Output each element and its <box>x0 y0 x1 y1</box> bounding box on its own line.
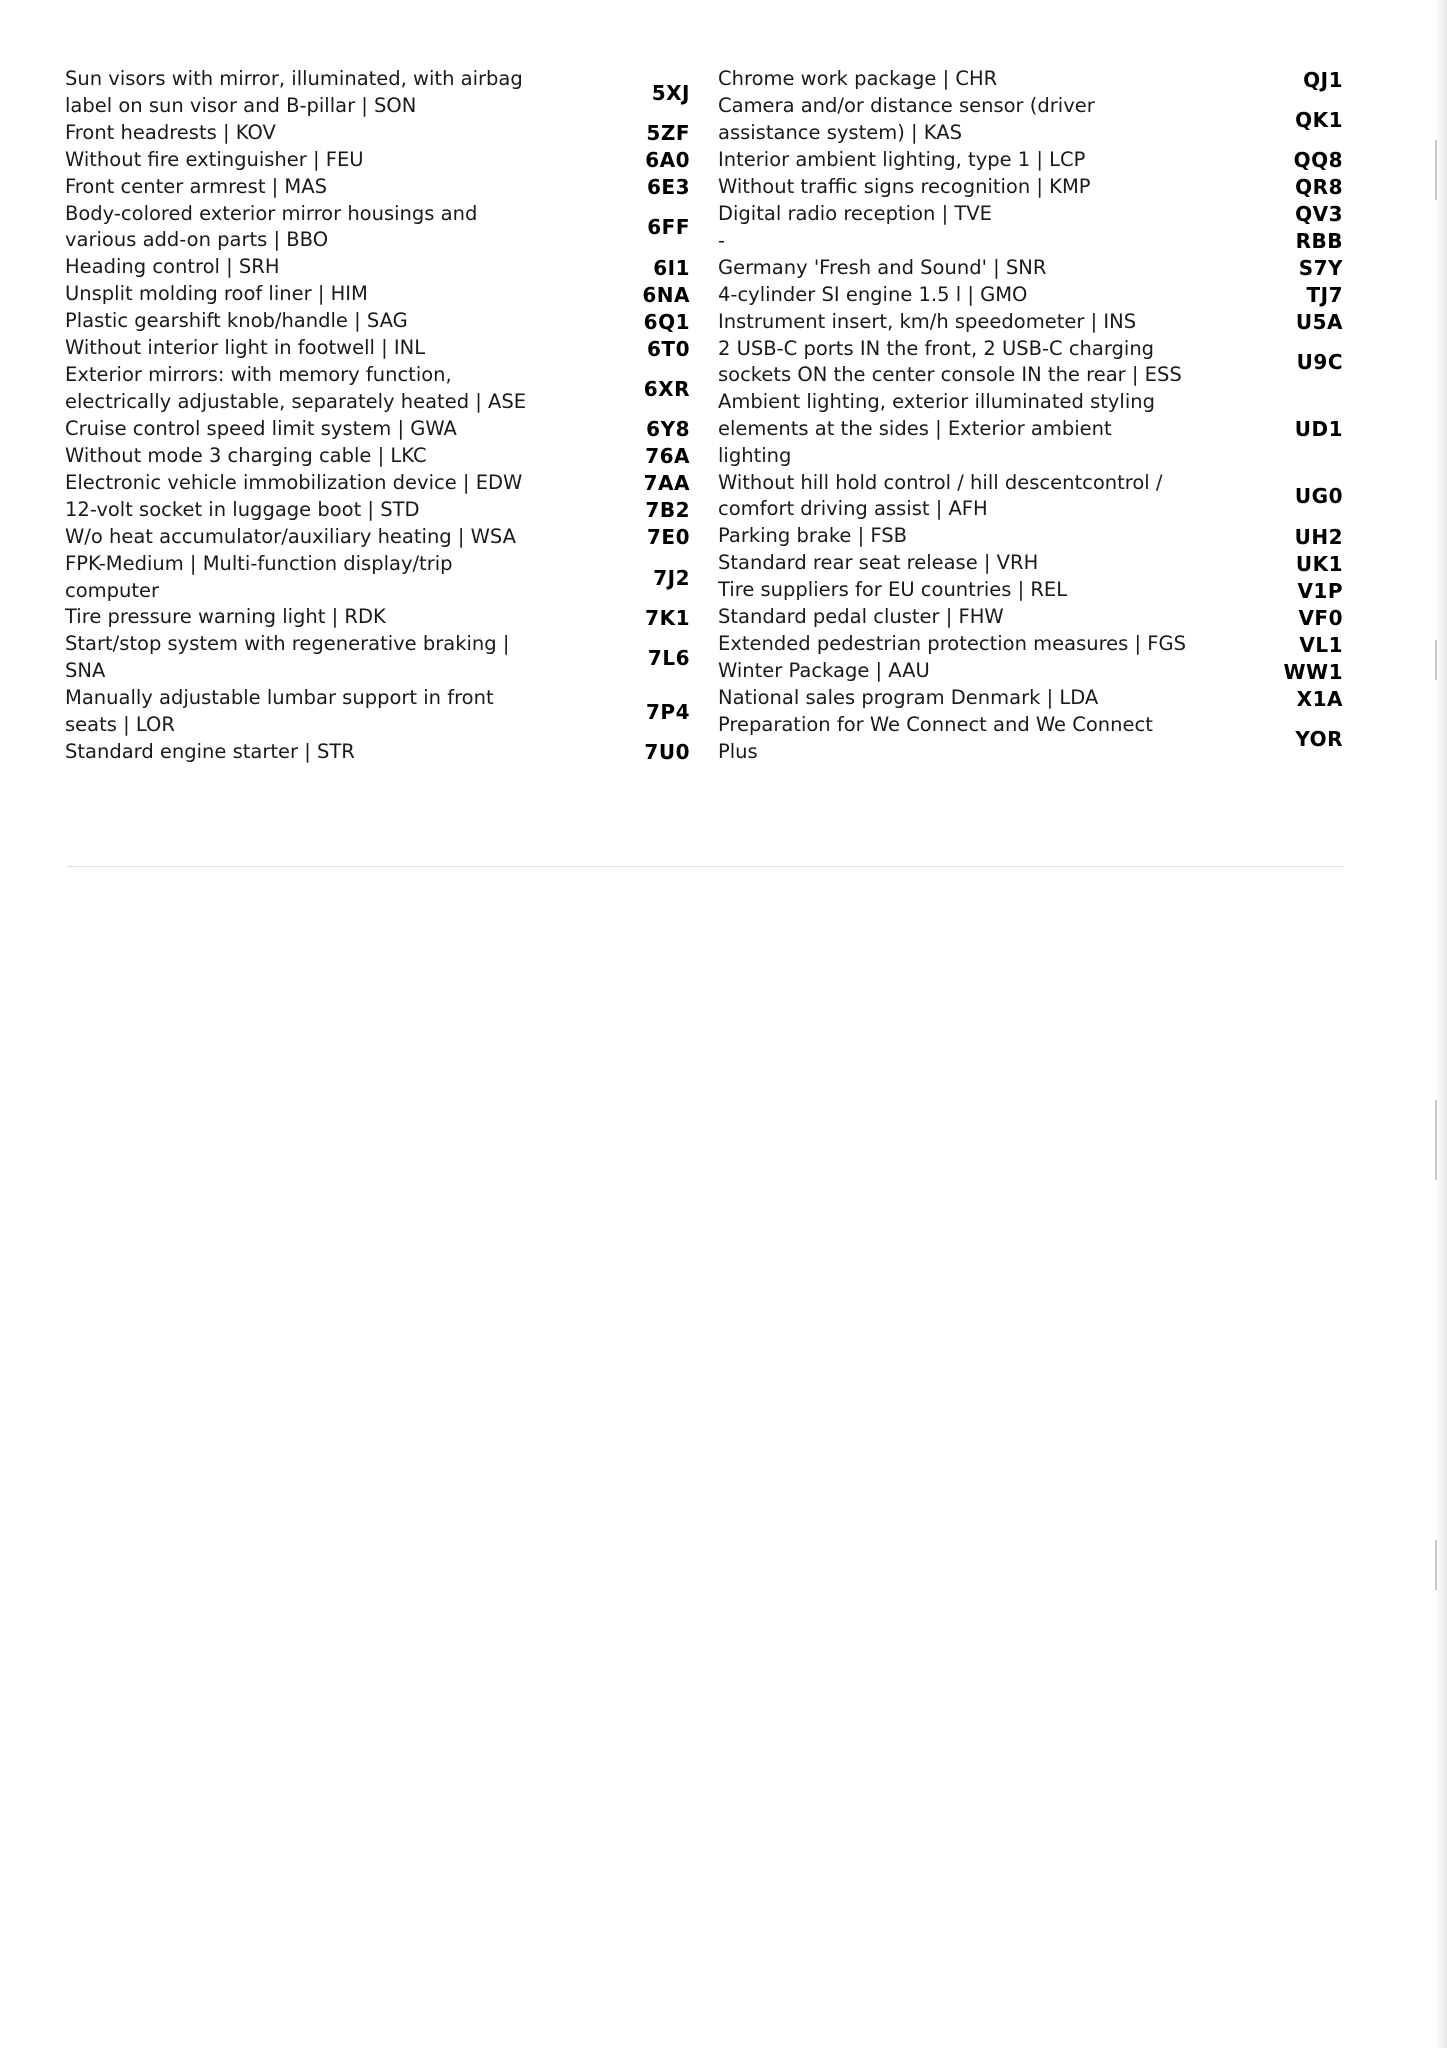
equipment-code: 6A0 <box>645 148 690 173</box>
equipment-code: 6T0 <box>647 336 690 361</box>
list-item <box>718 228 1343 255</box>
list-item <box>65 174 690 201</box>
equipment-code: 6FF <box>647 215 690 240</box>
equipment-description: Standard engine starter | STR <box>65 739 355 763</box>
equipment-description: Without interior light in footwell | INL <box>65 336 426 360</box>
equipment-description: 12-volt socket in luggage boot | STD <box>65 497 420 521</box>
equipment-description: Manually adjustable lumbar support in front seats | LOR <box>65 685 494 736</box>
list-item <box>718 93 1343 147</box>
equipment-code: UD1 <box>1294 417 1343 442</box>
equipment-code: 6Q1 <box>643 309 690 334</box>
list-item <box>65 147 690 174</box>
list-item <box>718 255 1343 282</box>
equipment-description: Germany 'Fresh and Sound' | SNR <box>718 255 1047 279</box>
list-item <box>65 308 690 335</box>
equipment-description: National sales program Denmark | LDA <box>718 686 1099 710</box>
equipment-code: 7E0 <box>647 525 690 550</box>
list-item <box>718 685 1343 712</box>
equipment-description: Front center armrest | MAS <box>65 174 327 198</box>
equipment-description: Start/stop system with regenerative braking | SNA <box>65 632 510 683</box>
list-item <box>718 631 1343 658</box>
equipment-description: Exterior mirrors: with memory function, electrically adjustable, separately heated | ASE <box>65 363 527 413</box>
equipment-description: Without mode 3 charging cable | LKC <box>65 443 427 467</box>
equipment-code: S7Y <box>1298 256 1343 281</box>
scan-edge-mark <box>1435 1540 1437 1590</box>
scan-edge <box>1435 0 1447 2048</box>
equipment-description: Instrument insert, km/h speedometer | INS <box>718 309 1137 333</box>
equipment-description: Tire pressure warning light | RDK <box>65 605 386 629</box>
equipment-description: Electronic vehicle immobilization device | EDW <box>65 470 523 494</box>
equipment-code: UG0 <box>1294 484 1343 509</box>
list-item <box>65 470 690 497</box>
list-item <box>65 685 690 739</box>
list-item <box>718 470 1343 524</box>
equipment-code: V1P <box>1297 578 1343 603</box>
equipment-code: X1A <box>1296 686 1343 711</box>
equipment-description: Standard rear seat release | VRH <box>718 551 1039 575</box>
equipment-code: RBB <box>1295 229 1343 254</box>
equipment-code: QK1 <box>1295 107 1343 132</box>
list-item <box>65 335 690 362</box>
list-item <box>718 523 1343 550</box>
equipment-description: Sun visors with mirror, illuminated, with airbag label on sun visor and B-pillar | SON <box>65 67 523 117</box>
equipment-code: QQ8 <box>1293 148 1343 173</box>
equipment-code: 7B2 <box>645 498 690 523</box>
equipment-code: 5ZF <box>646 121 690 146</box>
equipment-description: Extended pedestrian protection measures | FGS <box>718 632 1186 656</box>
scan-edge-mark <box>1435 140 1437 200</box>
equipment-code: 7L6 <box>647 646 690 671</box>
list-item <box>718 282 1343 309</box>
equipment-code: U5A <box>1295 310 1343 335</box>
equipment-description: Without fire extinguisher | FEU <box>65 147 364 171</box>
list-item <box>718 712 1343 766</box>
equipment-code: 7K1 <box>645 605 690 630</box>
equipment-description: Preparation for We Connect and We Connect Plus <box>718 713 1153 763</box>
list-item <box>65 443 690 470</box>
equipment-code: QJ1 <box>1303 67 1343 92</box>
equipment-description: Plastic gearshift knob/handle | SAG <box>65 309 408 333</box>
list-item <box>65 497 690 524</box>
equipment-description: Unsplit molding roof liner | HIM <box>65 282 368 306</box>
list-item <box>718 604 1343 631</box>
equipment-description: Chrome work package | CHR <box>718 67 998 91</box>
scan-edge-mark <box>1435 1100 1437 1180</box>
equipment-code: VF0 <box>1298 605 1343 630</box>
equipment-description: Interior ambient lighting, type 1 | LCP <box>718 147 1086 171</box>
equipment-description: 4-cylinder SI engine 1.5 l | GMO <box>718 282 1028 306</box>
equipment-code: QR8 <box>1295 175 1343 200</box>
list-item <box>718 577 1343 604</box>
equipment-code: TJ7 <box>1306 283 1343 308</box>
list-item <box>718 66 1343 93</box>
equipment-description: Tire suppliers for EU countries | REL <box>718 578 1068 602</box>
equipment-code: 76A <box>645 444 690 469</box>
equipment-list-right <box>718 66 1343 766</box>
list-item <box>718 201 1343 228</box>
list-item <box>718 389 1343 469</box>
list-item <box>718 550 1343 577</box>
equipment-code: 6E3 <box>647 175 690 200</box>
equipment-code: 7AA <box>643 471 690 496</box>
equipment-description: Standard pedal cluster | FHW <box>718 605 1004 629</box>
list-item <box>65 631 690 685</box>
scan-edge-mark <box>1435 640 1437 680</box>
equipment-description: Camera and/or distance sensor (driver assistance system) | KAS <box>718 94 1095 144</box>
equipment-code: VL1 <box>1299 632 1343 657</box>
equipment-description: 2 USB-C ports IN the front, 2 USB-C charging sockets ON the center console IN the rear | ESS <box>718 336 1182 387</box>
equipment-description: Body-colored exterior mirror housings and various add-on parts | BBO <box>65 201 478 252</box>
equipment-description: Cruise control speed limit system | GWA <box>65 416 457 440</box>
equipment-description: Front headrests | KOV <box>65 120 276 144</box>
equipment-code: UK1 <box>1295 551 1343 576</box>
equipment-code: 6NA <box>642 282 690 307</box>
equipment-description: Without hill hold control / hill descentcontrol / comfort driving assist | AFH <box>718 470 1163 521</box>
equipment-code: 6XR <box>643 376 690 401</box>
equipment-description: W/o heat accumulator/auxiliary heating | WSA <box>65 524 517 548</box>
list-item <box>718 658 1343 685</box>
section-divider <box>68 866 1344 867</box>
equipment-description: Heading control | SRH <box>65 255 280 279</box>
list-item <box>65 524 690 551</box>
list-item <box>65 254 690 281</box>
list-item <box>718 147 1343 174</box>
equipment-code: 6Y8 <box>646 417 690 442</box>
equipment-list-left <box>65 66 690 766</box>
equipment-code: 7U0 <box>644 740 690 765</box>
equipment-description: FPK-Medium | Multi-function display/trip computer <box>65 551 453 602</box>
equipment-code: U9C <box>1296 350 1343 375</box>
equipment-code: WW1 <box>1283 659 1343 684</box>
equipment-code: 7P4 <box>646 699 690 724</box>
list-item <box>718 336 1343 390</box>
equipment-description: Ambient lighting, exterior illuminated styling elements at the sides | Exterior ambient lighting <box>718 390 1155 467</box>
equipment-code: QV3 <box>1295 202 1343 227</box>
list-item <box>65 416 690 443</box>
list-item <box>65 201 690 255</box>
equipment-description: Digital radio reception | TVE <box>718 201 992 225</box>
list-item <box>718 309 1343 336</box>
equipment-code: 5XJ <box>651 80 690 105</box>
equipment-code: UH2 <box>1294 524 1343 549</box>
list-item <box>65 362 690 416</box>
list-item <box>718 174 1343 201</box>
list-item <box>65 120 690 147</box>
equipment-description: Parking brake | FSB <box>718 524 908 548</box>
equipment-description: Winter Package | AAU <box>718 659 930 683</box>
list-item <box>65 66 690 120</box>
list-item <box>65 604 690 631</box>
list-item <box>65 551 690 605</box>
equipment-description: - <box>718 228 726 252</box>
equipment-code: 6I1 <box>653 255 690 280</box>
equipment-code: YOR <box>1295 726 1343 751</box>
equipment-code: 7J2 <box>653 565 690 590</box>
equipment-description: Without traffic signs recognition | KMP <box>718 174 1091 198</box>
list-item <box>65 281 690 308</box>
list-item <box>65 739 690 766</box>
